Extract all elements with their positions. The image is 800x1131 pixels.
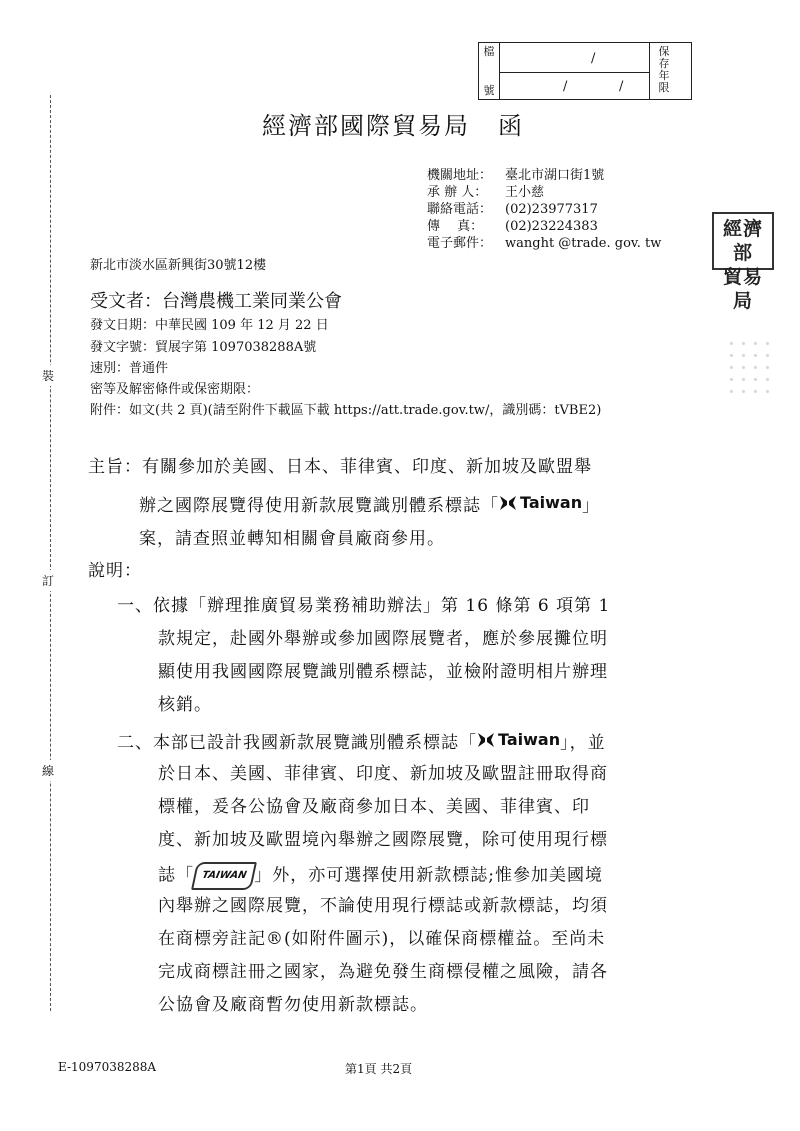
page-number: 第1頁 共2頁 <box>345 1062 413 1076</box>
attachment-note: 附件：如文(共 2 頁)(請至附件下載區下載 https://att.trade.gov.tw/，識別碼：tVBE2) <box>90 403 602 418</box>
doc-type: 函 <box>498 112 524 140</box>
para2-line-8: 完成商標註冊之國家，為避免發生商標侵權之風險，請各 <box>158 962 608 982</box>
contact-value: (02)23224383 <box>505 219 598 234</box>
security-level: 密等及解密條件或保密期限： <box>90 382 260 397</box>
contact-fax <box>427 219 598 235</box>
para2-line-5 <box>158 862 603 890</box>
para1-line-1: 一、依據「辦理推廣貿易業務補助辦法」第 16 條第 6 項第 1 <box>117 596 611 616</box>
para2-line-2: 於日本、美國、菲律賓、印度、新加坡及歐盟註冊取得商 <box>158 764 608 784</box>
para2-line-7: 在商標旁註記®(如附件圖示)，以確保商標權益。至尚未 <box>158 929 606 949</box>
contact-officer <box>427 185 544 201</box>
taiwan-old-logo: TAIWAN <box>191 862 257 890</box>
butterfly-icon <box>477 732 495 748</box>
contact-email <box>427 236 661 252</box>
contact-phone <box>427 202 598 218</box>
para2-text: 」，並 <box>560 733 606 753</box>
contact-label: 電子郵件： <box>427 236 493 251</box>
para2-line-1 <box>117 729 606 754</box>
archive-number-box <box>478 42 692 100</box>
binding-mark-middle: 訂 <box>42 570 54 591</box>
issue-date: 發文日期：中華民國 109 年 12 月 22 日 <box>90 318 329 333</box>
seal-line: 經濟部 <box>722 218 763 264</box>
delivery-speed: 速別：普通件 <box>90 361 169 376</box>
para2-line-3: 標權，爰各公協會及廠商參加日本、美國、菲律賓、印 <box>158 797 590 817</box>
recipient: 受文者：台灣農機工業同業公會 <box>90 291 342 312</box>
document-code: E-1097038288A <box>58 1060 157 1074</box>
para2-text: 誌「 <box>158 865 194 886</box>
background-dots <box>728 340 778 400</box>
document-title <box>262 106 524 141</box>
taiwan-new-logo <box>499 492 582 514</box>
archive-slash: / <box>563 79 568 94</box>
contact-value: (02)23977317 <box>505 202 598 217</box>
contact-value: 王小慈 <box>505 185 545 200</box>
butterfly-icon <box>499 495 517 511</box>
archive-label-top: 檔 <box>483 45 495 58</box>
binding-mark-top: 裝 <box>42 365 54 386</box>
taiwan-new-logo <box>477 729 560 751</box>
para2-text: 」外，亦可選擇使用新款標誌;惟參加美國境 <box>254 865 604 886</box>
contact-label: 機關地址： <box>427 168 493 183</box>
archive-retention-label: 保存年限 <box>658 45 670 94</box>
archive-divider <box>499 43 500 99</box>
contact-address <box>427 168 604 184</box>
recipient-address: 新北市淡水區新興街30號12樓 <box>90 258 267 273</box>
subject-text: 」 <box>582 496 601 516</box>
para1-line-3: 顯使用我國國際展覽識別體系標誌，並檢附證明相片辦理 <box>158 662 608 682</box>
archive-slash: / <box>591 51 596 66</box>
contact-label: 傳 真： <box>427 219 484 234</box>
para2-line-4: 度、新加坡及歐盟境內舉辦之國際展覽，除可使用現行標 <box>158 830 608 850</box>
subject-line-1: 主旨：有關參加於美國、日本、菲律賓、印度、新加坡及歐盟舉 <box>88 457 592 477</box>
binding-mark-bottom: 線 <box>42 760 54 781</box>
contact-value: 臺北市湖口街1號 <box>505 168 605 183</box>
org-name: 經濟部國際貿易局 <box>262 112 470 140</box>
logo-text: Taiwan <box>498 730 561 749</box>
archive-label-bottom: 號 <box>483 84 495 97</box>
subject-line-2 <box>139 492 600 517</box>
para2-line-6: 內舉辦之國際展覽，不論使用現行標誌或新款標誌，均須 <box>158 896 608 916</box>
logo-text: Taiwan <box>520 493 583 512</box>
para1-line-2: 款規定，赴國外舉辦或參加國際展覽者，應於參展攤位明 <box>158 629 608 649</box>
archive-divider-h <box>499 72 649 73</box>
explanation-heading: 說明： <box>88 561 142 581</box>
para1-line-4: 核銷。 <box>158 695 212 715</box>
contact-value: wanght @trade. gov. tw <box>505 236 662 251</box>
official-seal <box>712 212 774 312</box>
issue-number: 發文字號：貿展字第 1097038288A號 <box>90 340 317 355</box>
archive-slash: / <box>619 79 624 94</box>
binding-line <box>50 95 51 1011</box>
archive-divider <box>649 43 650 99</box>
contact-label: 聯絡電話： <box>427 202 493 217</box>
subject-line-3: 案，請查照並轉知相關會員廠商參用。 <box>139 529 445 549</box>
seal-line: 貿易局 <box>722 266 763 312</box>
para2-text: 二、本部已設計我國新款展覽識別體系標誌「 <box>117 733 477 753</box>
subject-text: 辦之國際展覽得使用新款展覽識別體系標誌「 <box>139 496 499 516</box>
para2-line-9: 公協會及廠商暫勿使用新款標誌。 <box>158 995 428 1015</box>
contact-label: 承 辦 人： <box>427 185 488 200</box>
